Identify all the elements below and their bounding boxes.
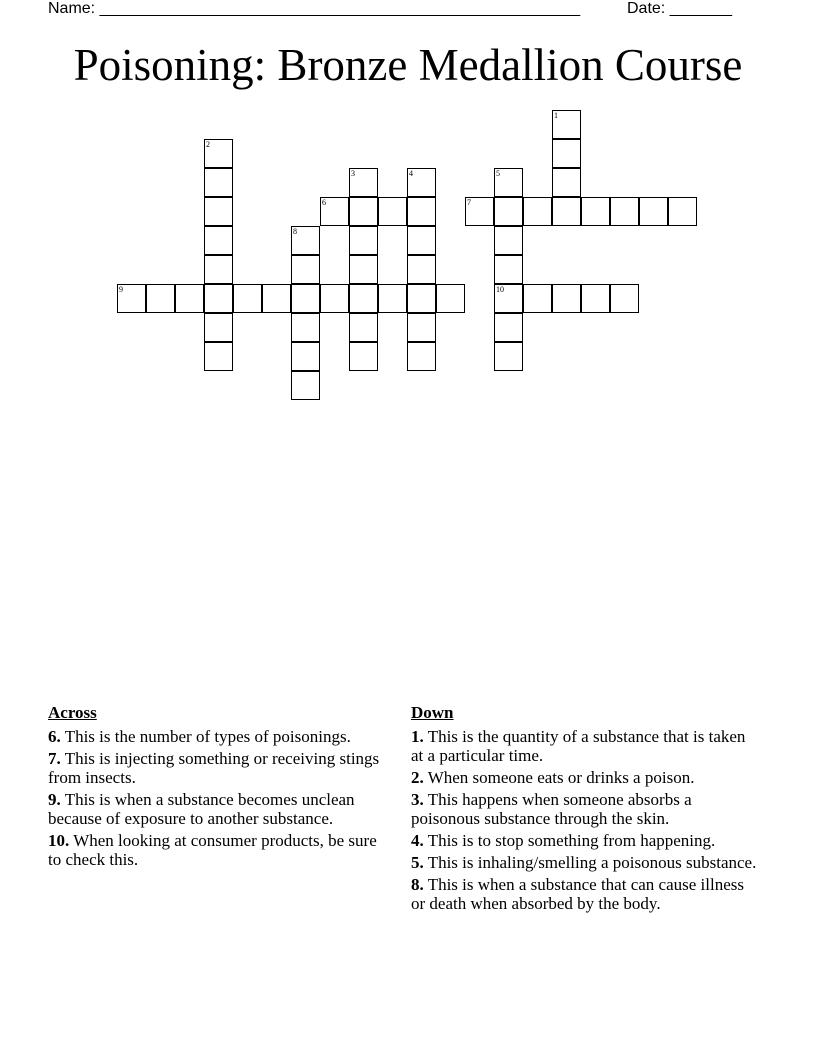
cell-number: 3 <box>351 169 355 178</box>
grid-cell[interactable] <box>610 284 639 313</box>
grid-cell[interactable] <box>494 313 523 342</box>
grid-cell[interactable] <box>523 197 552 226</box>
grid-cell[interactable] <box>233 284 262 313</box>
crossword-grid <box>0 0 816 420</box>
grid-cell[interactable] <box>465 197 494 226</box>
grid-cell[interactable] <box>204 313 233 342</box>
grid-cell[interactable] <box>349 313 378 342</box>
grid-cell[interactable] <box>349 284 378 313</box>
clue-text: This is to stop something from happening. <box>423 831 716 850</box>
down-clues <box>411 703 761 916</box>
grid-cell[interactable] <box>494 342 523 371</box>
clue-number: 4. <box>411 831 424 850</box>
clue-text: This is when a substance becomes unclean because of exposure to another substance. <box>48 790 355 828</box>
across-heading: Across <box>48 703 97 722</box>
grid-cell[interactable] <box>581 284 610 313</box>
down-clue <box>411 853 761 872</box>
across-clue <box>48 831 393 869</box>
cell-number: 9 <box>119 285 123 294</box>
grid-cell[interactable] <box>552 197 581 226</box>
grid-cell[interactable] <box>204 168 233 197</box>
grid-cell[interactable] <box>639 197 668 226</box>
grid-cell[interactable] <box>117 284 146 313</box>
grid-cell[interactable] <box>291 255 320 284</box>
grid-cell[interactable] <box>523 284 552 313</box>
cell-number: 5 <box>496 169 500 178</box>
grid-cell[interactable] <box>407 226 436 255</box>
cell-number: 6 <box>322 198 326 207</box>
page-title: Poisoning: Bronze Medallion Course <box>73 40 743 90</box>
clue-number: 1. <box>411 727 424 746</box>
cell-number: 8 <box>293 227 297 236</box>
grid-cell[interactable] <box>494 197 523 226</box>
grid-cell[interactable] <box>349 226 378 255</box>
down-clue <box>411 790 761 828</box>
grid-cell[interactable] <box>320 197 349 226</box>
grid-cell[interactable] <box>552 139 581 168</box>
grid-cell[interactable] <box>610 197 639 226</box>
grid-cell[interactable] <box>349 168 378 197</box>
down-clue <box>411 768 761 787</box>
grid-cell[interactable] <box>291 313 320 342</box>
grid-cell[interactable] <box>291 371 320 400</box>
clue-number: 3. <box>411 790 424 809</box>
cell-number: 2 <box>206 140 210 149</box>
clue-number: 6. <box>48 727 61 746</box>
clue-number: 9. <box>48 790 61 809</box>
down-clue <box>411 727 761 765</box>
clue-text: This is inhaling/smelling a poisonous substance. <box>423 853 757 872</box>
grid-cell[interactable] <box>291 226 320 255</box>
grid-cell[interactable] <box>407 255 436 284</box>
clue-text: This is injecting something or receiving stings from insects. <box>48 749 380 787</box>
cell-number: 10 <box>496 285 504 294</box>
grid-cell[interactable] <box>320 284 349 313</box>
grid-cell[interactable] <box>378 197 407 226</box>
down-clue <box>411 875 761 913</box>
across-clue <box>48 727 393 746</box>
grid-cell[interactable] <box>349 342 378 371</box>
clue-text: When looking at consumer products, be sure to check this. <box>48 831 377 869</box>
grid-cell[interactable] <box>175 284 204 313</box>
name-field[interactable]: Name: ______________________________________________________ <box>48 0 581 17</box>
clue-number: 5. <box>411 853 424 872</box>
down-clue <box>411 831 761 850</box>
grid-cell[interactable] <box>146 284 175 313</box>
clue-text: This happens when someone absorbs a poisonous substance through the skin. <box>411 790 692 828</box>
grid-cell[interactable] <box>581 197 610 226</box>
clue-number: 2. <box>411 768 424 787</box>
grid-cell[interactable] <box>407 197 436 226</box>
grid-cell[interactable] <box>291 284 320 313</box>
grid-cell[interactable] <box>349 197 378 226</box>
grid-cell[interactable] <box>349 255 378 284</box>
clue-text: This is the quantity of a substance that is taken at a particular time. <box>411 727 746 765</box>
grid-cell[interactable] <box>204 139 233 168</box>
across-clue <box>48 790 393 828</box>
clue-number: 10. <box>48 831 70 850</box>
grid-cell[interactable] <box>204 226 233 255</box>
grid-cell[interactable] <box>204 197 233 226</box>
grid-cell[interactable] <box>552 110 581 139</box>
grid-cell[interactable] <box>262 284 291 313</box>
clue-number: 8. <box>411 875 424 894</box>
cell-number: 7 <box>467 198 471 207</box>
grid-cell[interactable] <box>204 342 233 371</box>
cell-number: 4 <box>409 169 413 178</box>
grid-cell[interactable] <box>378 284 407 313</box>
grid-cell[interactable] <box>407 342 436 371</box>
grid-cell[interactable] <box>552 168 581 197</box>
grid-cell[interactable] <box>494 284 523 313</box>
date-field[interactable]: Date: _______ <box>627 0 732 17</box>
grid-cell[interactable] <box>291 342 320 371</box>
grid-cell[interactable] <box>552 284 581 313</box>
grid-cell[interactable] <box>204 284 233 313</box>
clue-text: This is the number of types of poisonings. <box>60 727 351 746</box>
across-clue <box>48 749 393 787</box>
grid-cell[interactable] <box>494 168 523 197</box>
grid-cell[interactable] <box>494 255 523 284</box>
grid-cell[interactable] <box>407 313 436 342</box>
down-heading: Down <box>411 703 454 722</box>
clue-text: When someone eats or drinks a poison. <box>423 768 695 787</box>
grid-cell[interactable] <box>494 226 523 255</box>
grid-cell[interactable] <box>407 284 436 313</box>
grid-cell[interactable] <box>668 197 697 226</box>
across-clues <box>48 703 393 872</box>
cell-number: 1 <box>554 111 558 120</box>
grid-cell[interactable] <box>436 284 465 313</box>
clue-text: This is when a substance that can cause illness or death when absorbed by the body. <box>411 875 744 913</box>
grid-cell[interactable] <box>407 168 436 197</box>
grid-cell[interactable] <box>204 255 233 284</box>
clue-number: 7. <box>48 749 61 768</box>
